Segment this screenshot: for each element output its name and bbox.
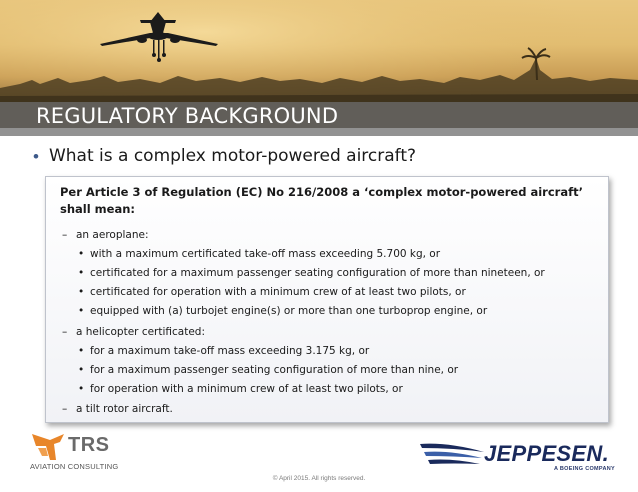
list-item-text: for a maximum take-off mass exceeding 3.175 kg, or — [90, 345, 370, 357]
list-item — [78, 345, 369, 358]
definition-box — [45, 176, 609, 423]
list-item-text: certificated for a maximum passenger seating configuration of more than nineteen, or — [90, 267, 545, 279]
list-item-text: equipped with (a) turbojet engine(s) or more than one turboprop engine, or — [90, 305, 488, 317]
helicopter-label-line — [62, 326, 205, 339]
jeppesen-logo-text: JEPPESEN. — [484, 441, 609, 466]
dash-icon: – — [62, 403, 68, 415]
aeroplane-label: an aeroplane: — [76, 229, 149, 241]
copyright-text: © April 2015. All rights reserved. — [272, 475, 366, 482]
dash-icon: – — [62, 326, 68, 338]
bullet-icon: • — [78, 286, 85, 298]
bullet-icon: • — [78, 267, 85, 279]
trs-plane-icon — [30, 432, 66, 462]
tiltrotor-label: a tilt rotor aircraft. — [76, 403, 173, 415]
trs-logo-text: TRS — [68, 434, 110, 456]
list-item-text: for a maximum passenger seating configuration of more than nine, or — [90, 364, 459, 376]
jeppesen-swoosh-icon — [418, 438, 488, 472]
bullet-icon: • — [78, 383, 85, 395]
list-item — [78, 383, 403, 396]
list-item — [78, 248, 440, 261]
list-item-text: with a maximum certificated take-off mass exceeding 5.700 kg, or — [90, 248, 441, 260]
list-item — [78, 305, 487, 318]
box-heading: Per Article 3 of Regulation (EC) No 216/2008 a ‘complex motor-powered aircraft’ shall mean: — [60, 185, 583, 216]
bullet-icon: • — [33, 146, 39, 166]
dash-icon: – — [62, 229, 68, 241]
slide-title: REGULATORY BACKGROUND — [36, 104, 339, 128]
list-item-text: certificated for operation with a minimum crew of at least two pilots, or — [90, 286, 466, 298]
list-item-text: for operation with a minimum crew of at least two pilots, or — [90, 383, 403, 395]
trs-subtitle: AVIATION CONSULTING — [30, 462, 119, 471]
tiltrotor-line — [62, 403, 173, 416]
bullet-icon: • — [78, 364, 85, 376]
list-item — [78, 364, 458, 377]
list-item — [78, 267, 545, 280]
bullet-icon: • — [78, 248, 85, 260]
jeppesen-subtitle: A BOEING COMPANY — [553, 466, 615, 472]
question-row — [33, 146, 416, 166]
bullet-icon: • — [78, 345, 85, 357]
jeppesen-logo — [418, 438, 623, 474]
helicopter-label: a helicopter certificated: — [76, 326, 205, 338]
bullet-icon: • — [78, 305, 85, 317]
aeroplane-label-line — [62, 229, 149, 242]
list-item — [78, 286, 466, 299]
question-text: What is a complex motor-powered aircraft? — [48, 146, 417, 166]
